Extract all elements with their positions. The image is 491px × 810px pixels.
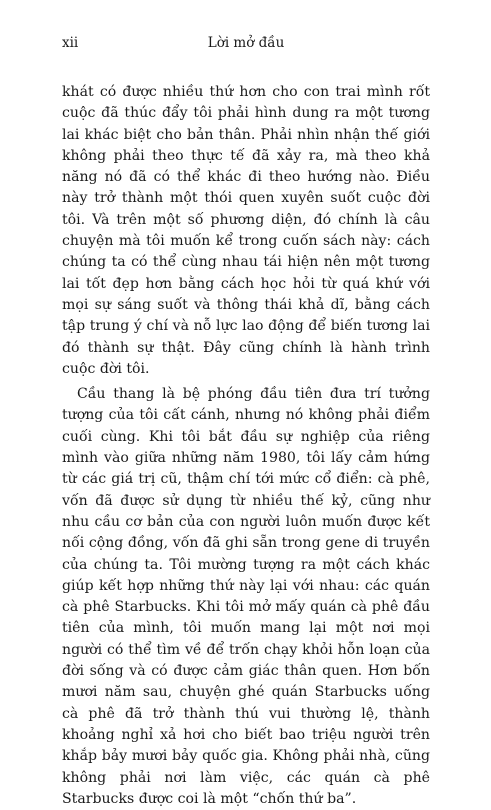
paragraph: Cầu thang là bệ phóng đầu tiên đưa trí tưởng tượng của tôi cất cánh, nhưng nó không phải điểm cuối cùng. Khi tôi bắt đầu sự nghiệp của riêng mình vào giữa những năm 1980, tôi lấy cảm hứng từ các giá trị cũ, thậm chí tới mức cổ điển: cà phê, vốn đã được sử dụng từ nhiều thế kỷ, cũng như nhu cầu cơ bản của con người luôn muốn được kết nối cộng đồng, vốn đã ghi sẵn trong gene di truyền của chúng ta. Tôi mường tượng ra một cách khác giúp kết hợp những thứ này lại với nhau: các quán cà phê Starbucks. Khi tôi mở mấy quán cà phê đầu tiên của mình, tôi muốn mang lại một nơi mọi người có thể tìm về để trốn chạy khỏi hỗn loạn của đời sống và có được cảm giác thân quen. Hơn bốn mươi năm sau, chuyện ghé quán Starbucks uống cà phê đã trở thành thú vui thường lệ, thành khoảng nghỉ xả hơi cho biết bao triệu người trên khắp bảy mươi bảy quốc gia. Không phải nhà, cũng không phải nơi làm việc, các quán cà phê Starbucks được coi là một “chốn thứ ba”. xyxy=(62,386,430,807)
page-header xyxy=(62,33,430,53)
running-title: Lời mở đầu xyxy=(207,35,285,51)
body-text xyxy=(62,82,430,810)
paragraph-continued: khát có được nhiều thứ hơn cho con trai mình rốt cuộc đã thúc đẩy tôi phải hình dung ra một tương lai khác biệt cho bản thân. Phải nhìn nhận thế giới không phải theo thực tế đã xảy ra, mà theo khả năng nó đã có thể khác đi theo hướng nào. Điều này trở thành một thói quen xuyên suốt cuộc đời tôi. Và trên một số phương diện, đó chính là câu chuyện mà tôi muốn kể trong cuốn sách này: cách chúng ta có thể cùng nhau tái hiện nên một tương lai tốt đẹp hơn bằng cách học hỏi từ quá khứ với mọi sự sáng suốt và thông thái khả dĩ, bằng cách tập trung ý chí và nỗ lực lao động để biến tương lai đó thành sự thật. Đây cũng chính là hành trình cuộc đời tôi. xyxy=(62,84,430,377)
page-number: xii xyxy=(62,35,79,51)
